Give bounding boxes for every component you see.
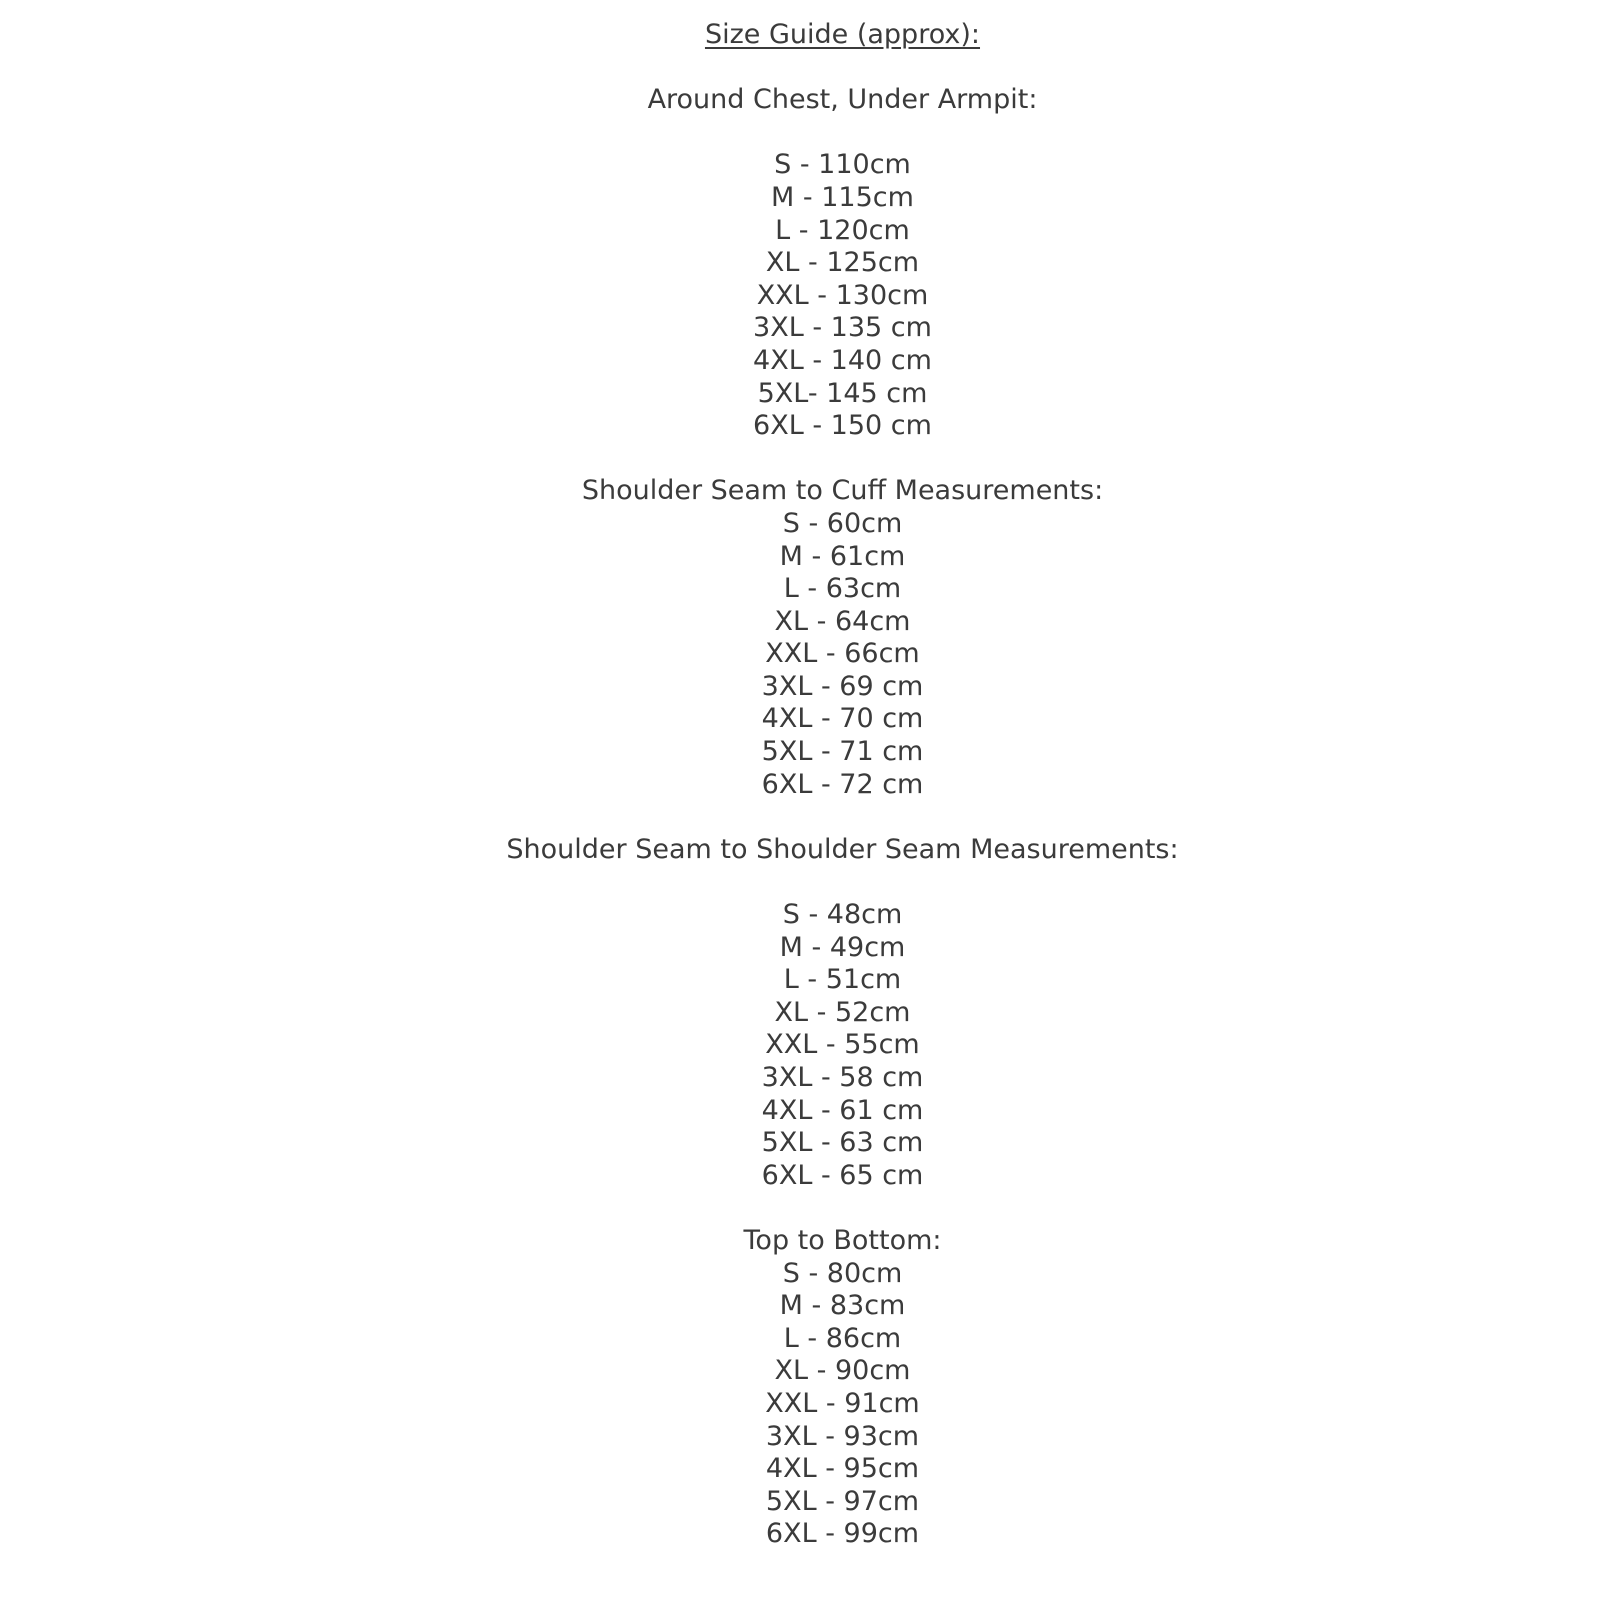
size-line: 5XL - 97cm (765, 1485, 920, 1517)
size-line: 5XL - 63 cm (761, 1127, 924, 1159)
size-line: S - 48cm (782, 899, 903, 931)
size-line: 3XL - 93cm (765, 1420, 920, 1452)
size-line: XL - 125cm (765, 247, 920, 279)
size-line: 3XL - 58 cm (761, 1062, 924, 1093)
size-line: XL - 52cm (774, 996, 911, 1028)
size-list (85, 149, 1600, 442)
section-heading: Shoulder Seam to Shoulder Seam Measurements: (506, 833, 1179, 865)
size-line: 4XL - 140 cm (753, 344, 932, 376)
section-heading: Shoulder Seam to Cuff Measurements: (581, 475, 1104, 507)
size-line: 6XL - 150 cm (753, 410, 932, 442)
size-sections (85, 84, 1600, 1551)
section-heading: Around Chest, Under Armpit: (647, 84, 1038, 116)
size-line: XXL - 66cm (765, 638, 920, 670)
size-line: M - 49cm (779, 931, 906, 963)
size-line: 4XL - 61 cm (761, 1094, 924, 1126)
size-line: XXL - 91cm (765, 1387, 920, 1419)
size-line: M - 61cm (779, 540, 906, 572)
size-line: 4XL - 95cm (765, 1453, 920, 1485)
size-list (85, 899, 1600, 1192)
size-line: 5XL- 145 cm (757, 377, 928, 409)
size-line: XL - 90cm (774, 1355, 911, 1387)
size-line: 5XL - 71 cm (761, 736, 924, 768)
size-line: 3XL - 135 cm (753, 312, 932, 344)
size-line: M - 83cm (779, 1290, 906, 1322)
size-line: S - 110cm (774, 149, 911, 181)
size-line: S - 60cm (782, 507, 903, 539)
size-line: XL - 64cm (774, 605, 911, 637)
size-section (85, 84, 1600, 443)
size-line: M - 115cm (771, 181, 914, 213)
size-line: 6XL - 99cm (765, 1518, 920, 1550)
size-line: 3XL - 69 cm (761, 670, 924, 702)
size-line: 6XL - 65 cm (761, 1159, 924, 1191)
section-heading: Top to Bottom: (743, 1224, 942, 1256)
size-line: 4XL - 70 cm (761, 703, 924, 735)
size-line: L - 120cm (775, 214, 910, 246)
size-line: L - 86cm (783, 1322, 902, 1354)
size-list (85, 508, 1600, 801)
size-section (85, 1225, 1600, 1551)
size-line: 6XL - 72 cm (761, 768, 924, 800)
size-line: L - 51cm (783, 964, 902, 996)
size-line: S - 80cm (782, 1257, 903, 1289)
size-line: L - 63cm (783, 573, 902, 605)
page-title: Size Guide (approx): (704, 19, 981, 50)
size-list (85, 1258, 1600, 1551)
size-section (85, 834, 1600, 1193)
size-section (85, 475, 1600, 801)
size-line: XXL - 55cm (765, 1029, 920, 1061)
size-line: XXL - 130cm (756, 279, 929, 311)
